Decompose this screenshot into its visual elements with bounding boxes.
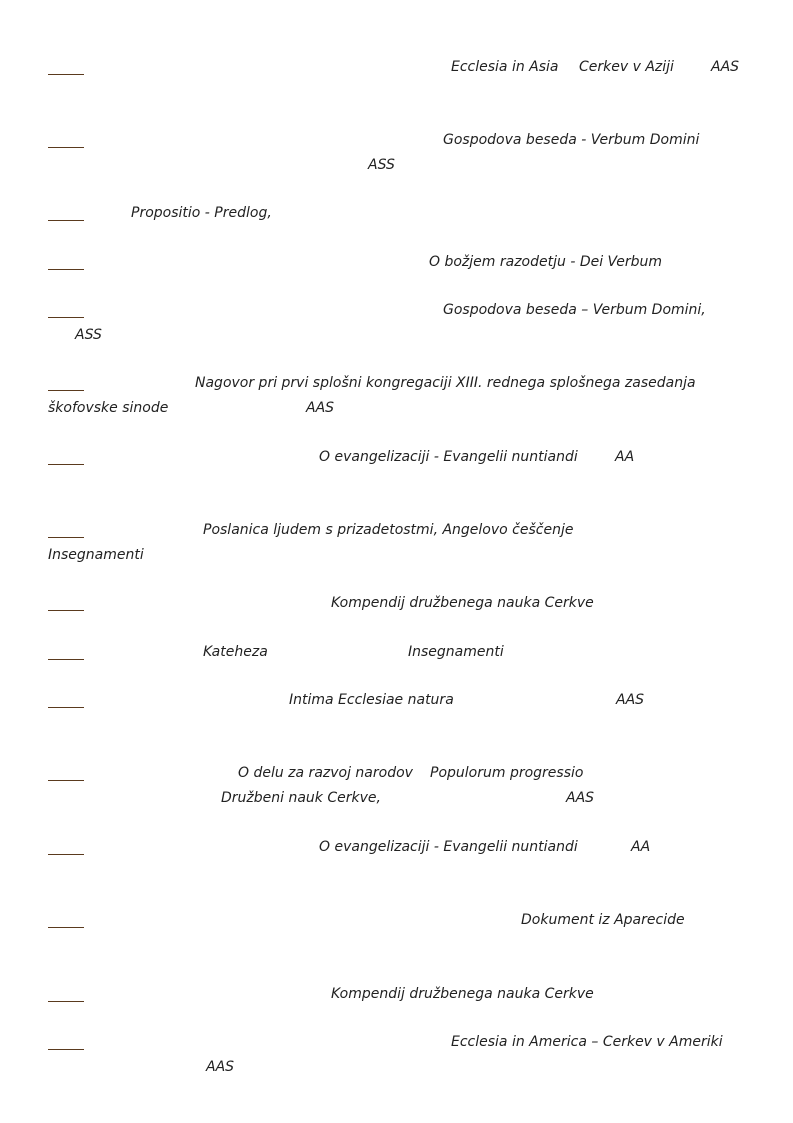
footnote-text: Kateheza [203, 644, 268, 660]
footnote-marker-line [48, 780, 84, 781]
footnote-text: Poslanica ljudem s prizadetostmi, Angelovo češčenje [203, 522, 574, 538]
footnote-marker-line [48, 537, 84, 538]
footnote-text: AAS [616, 692, 645, 708]
footnote-marker-line [48, 390, 84, 391]
footnote-marker-line [48, 464, 84, 465]
footnote-text: Insegnamenti [408, 644, 504, 660]
footnote-text: Gospodova beseda – Verbum Domini, [443, 302, 706, 318]
footnote-text: Dokument iz Aparecide [521, 912, 685, 928]
footnote-text: ASS [75, 327, 102, 343]
footnote-text: AA [631, 839, 651, 855]
footnote-text: Družbeni nauk Cerkve, [221, 790, 381, 806]
footnote-text: O evangelizaciji - Evangelii nuntiandi [319, 839, 578, 855]
footnote-text: AAS [566, 790, 595, 806]
footnote-marker-line [48, 927, 84, 928]
footnote-text: O delu za razvoj narodov [238, 765, 413, 781]
footnote-marker-line [48, 1001, 84, 1002]
footnote-text: Intima Ecclesiae natura [289, 692, 454, 708]
footnote-text: Propositio - Predlog, [131, 205, 272, 221]
footnote-marker-line [48, 147, 84, 148]
footnote-marker-line [48, 74, 84, 75]
footnote-marker-line [48, 220, 84, 221]
footnote-text: O božjem razodetju - Dei Verbum [429, 254, 663, 270]
footnote-text: Kompendij družbenega nauka Cerkve [331, 595, 594, 611]
footnote-text: Insegnamenti [48, 547, 144, 563]
footnote-marker-line [48, 269, 84, 270]
footnote-text: Gospodova beseda - Verbum Domini [443, 132, 700, 148]
footnote-text: Kompendij družbenega nauka Cerkve [331, 986, 594, 1002]
footnote-marker-line [48, 1049, 84, 1050]
footnote-text: škofovske sinode [48, 400, 169, 416]
footnote-text: AAS [206, 1059, 235, 1075]
footnote-text: AAS [306, 400, 335, 416]
footnote-text: AAS [711, 59, 740, 75]
footnote-text: Ecclesia in Asia [451, 59, 559, 75]
footnote-text: AA [615, 449, 635, 465]
footnote-text: O evangelizaciji - Evangelii nuntiandi [319, 449, 578, 465]
footnote-marker-line [48, 707, 84, 708]
footnote-marker-line [48, 854, 84, 855]
footnote-marker-line [48, 659, 84, 660]
footnote-text: ASS [368, 157, 395, 173]
footnote-text: Ecclesia in America – Cerkev v Ameriki [451, 1034, 723, 1050]
footnote-marker-line [48, 317, 84, 318]
footnote-marker-line [48, 610, 84, 611]
footnote-text: Nagovor pri prvi splošni kongregaciji XIII. rednega splošnega zasedanja [195, 375, 696, 391]
footnote-text: Populorum progressio [430, 765, 584, 781]
footnote-text: Cerkev v Aziji [579, 59, 674, 75]
